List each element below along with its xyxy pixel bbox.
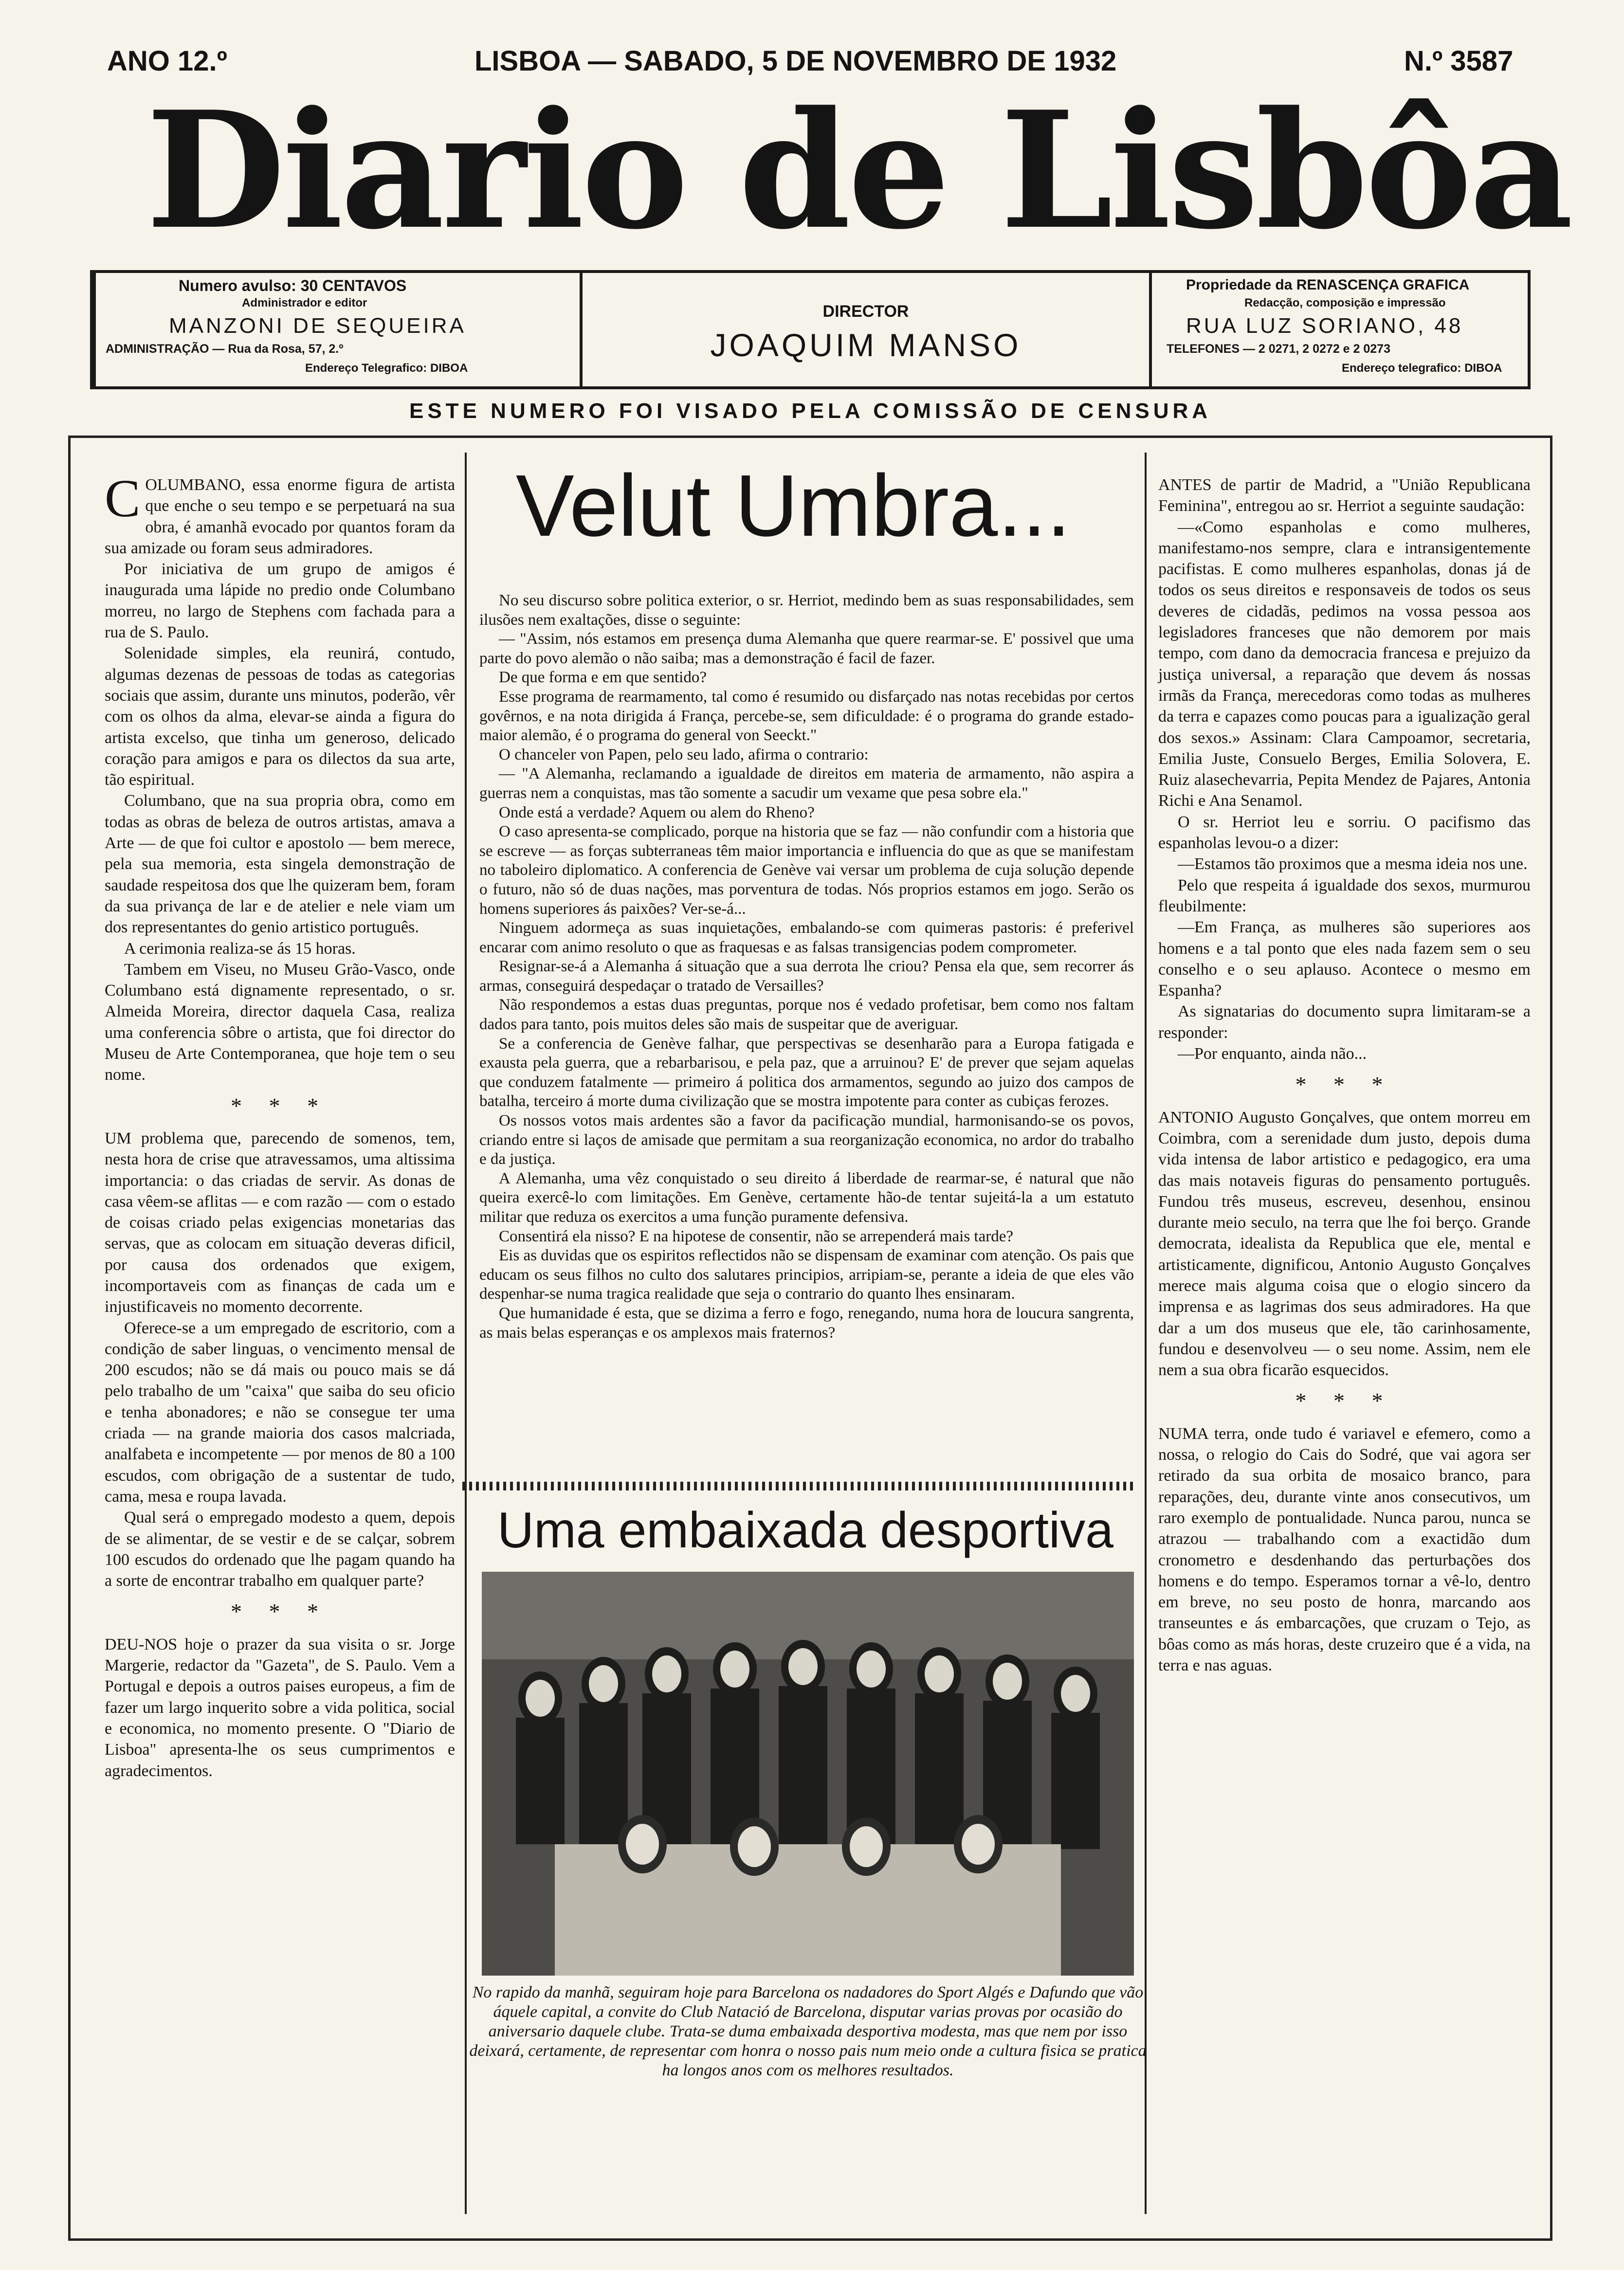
team-photo xyxy=(482,1572,1134,1976)
article-columbano-p5: A cerimonia realiza-se ás 15 horas. xyxy=(124,939,356,958)
article-herriot-p3: O sr. Herriot leu e sorriu. O pacifismo das espanholas levou-o a dizer: xyxy=(1158,813,1531,853)
dateline-bar xyxy=(85,45,1526,79)
editorial-p14: A Alemanha, uma vêz conquistado o seu direito á liberdade de rearmar-se, é natural que não queira exercê-lo com limitações. Em Genève, certamente hão-de tentar sujeitá-la a um estatuto militar que reduza os exercitos a uma função puramente defensiva. xyxy=(479,1169,1134,1226)
editorial-p11: Não respondemos a estas duas preguntas, porque nos é vedado profetisar, bem como nos faltam dados para tanto, pois muitos deles são mais de suspeitar que de averiguar. xyxy=(479,996,1134,1034)
editorial-p2: — "Assim, nós estamos em presença duma Alemanha que quere rearmar-se. E' possivel que uma parte do povo alemão o não saiba; mas a demonstração é facil de fazer. xyxy=(479,630,1134,667)
editorial-p15: Consentirá ela nisso? E na hipotese de consentir, não se arrependerá mais tarde? xyxy=(499,1227,1014,1245)
telephones: TELEFONES — 2 0271, 2 0272 e 2 0273 xyxy=(1167,342,1390,356)
masthead-title: Diario de Lisbôa xyxy=(146,76,1571,265)
editorial-headline: Velut Umbra... xyxy=(515,457,1071,555)
article-criadas-p2: Oferece-se a um empregado de escritorio, com a condição de saber linguas, o vencimento mensal de 200 escudos; não se dá mais ou pouco mais se dá pelo trabalho de um "caixa" que saiba do seu oficio e tenha abonadores; e não se consegue ter uma criada — na grande maioria dos casos malcriada, analfabeta e incompetente — por menos de 80 a 100 escudos, com obrigação de a sustentar de tudo, cama, mesa e roupa lavada. xyxy=(105,1319,455,1506)
year-label: ANO 12.º xyxy=(107,45,227,77)
director-box xyxy=(583,273,1152,386)
administration-box xyxy=(96,273,583,386)
editorial-p9: Ninguem adormeça as suas inquietações, embalando-se com quimeras pastoris: é preferivel encarar com animo resoluto o que as fraquesas e as falsas transigencias podem comprometer. xyxy=(479,919,1134,956)
right-column xyxy=(1158,474,1531,1676)
article-herriot-p1: ANTES de partir de Madrid, a "União Republicana Feminina", entregou ao sr. Herriot a seguinte saudação: xyxy=(1158,476,1531,515)
price-label: Numero avulso: 30 CENTAVOS xyxy=(179,277,407,294)
editorial-p4: Esse programa de rearmamento, tal como é resumido ou disfarçado nas notas recebidas por certos govêrnos, e na nota dirigida á França, percebe-se, sem dificuldade: é o programa do grande estado-maior alemão, é o programa do general von Seeckt." xyxy=(479,688,1134,745)
editorial-p17: Que humanidade é esta, que se dizima a ferro e fogo, renegando, numa hora de loucura sangrenta, as mais belas esperanças e os amplexos mais fraternos? xyxy=(479,1304,1134,1342)
article-relogio-p1: NUMA terra, onde tudo é variavel e efemero, como a nossa, o relogio do Cais do Sodré, que vai agora ser retirado da sua orbita de mosaico branco, para reparações, deu, durante vinte anos consecutivos, um raro exemplo de pontualidade. Nunca parou, nunca se atrazou — trabalhando com a exactidão dum cronometro e desdenhando das perturbações dos homens e do tempo. Esperamos tornar a vê-lo, dentro em breve, no seu posto de honra, marcando aos transeuntes e ás embarcações, que cruzam o Tejo, as bôas como as más horas, deste cruzeiro que é a vida, na terra e nas aguas. xyxy=(1158,1424,1531,1675)
editorial-p10: Resignar-se-á a Alemanha á situação que a sua derrota lhe criou? Pensa ela que, sem recorrer ás armas, conseguirá despedaçar o tratado de Versailles? xyxy=(479,958,1134,995)
article-goncalves-p1: ANTONIO Augusto Gonçalves, que ontem morreu em Coimbra, com a serenidade dum justo, depois duma vida intensa de labor artistico e pedagogico, era uma das mais notaveis figuras do pensamento português. Fundou três museus, escreveu, desenhou, ensinou durante meio seculo, na terra que lhe foi berço. Grande democrata, idealista da Republica que ele, mental e artisticamente, dignificou, Antonio Augusto Gonçalves merece mais alguma coisa que o elogio sincero da imprensa e as lagrimas dos seus admiradores. Ha que dar a um dos museus que ele, tão carinhosamente, fundou e desenvolveu — o seu nome. Assim, nem ele nem a sua obra ficarão esquecidos. xyxy=(1158,1108,1531,1380)
editorial-p7: Onde está a verdade? Aquem ou alem do Rheno? xyxy=(499,803,815,821)
editorial-p12: Se a conferencia de Genève falhar, que perspectivas se desenharão para a Europa fatigada e exausta pela guerra, que a rebarbarisou, e pela paz, que a arruinou? E' de prever que sejam aquelas que conduzem fatalmente — primeiro á politica dos armamentos, segundo ao juizo dos campos de batalha, terceiro á morte duma civilização que se mostra impotente para conter as cubiças ferozes. xyxy=(479,1035,1134,1110)
editorial-p6: — "A Alemanha, reclamando a igualdade de direitos em materia de armamento, não aspira a guerras nem a conquistas, mas tão somente a sacudir um vexame que pesa sobre ela." xyxy=(479,765,1134,802)
article-herriot-p6: —Em França, as mulheres são superiores aos homens e a tal ponto que eles nada fazem sem o seu conselho e o seu aplauso. Acontece o mesmo em Espanha? xyxy=(1158,918,1531,1000)
left-column xyxy=(105,469,455,1781)
team-photo-illustration xyxy=(482,1572,1134,1976)
article-criadas-p3: Qual será o empregado modesto a quem, depois de se alimentar, de se vestir e de se calçar, sobrem 100 escudos do ordenado que lhe pagam quando ha a sorte de encontrar trabalho em qualquer parte? xyxy=(105,1508,455,1590)
article-columbano-p4: Columbano, que na sua propria obra, como em todas as obras de beleza de outros artistas, amava a Arte — de que foi cultor e apostolo — bem merece, pela sua memoria, esta singela demonstração de saudade respeitosa dos que lhe quizeram bem, foram da sua privança de lar e de atelier e nele viam um dos representantes do genio artistico português. xyxy=(105,792,455,937)
telegraph-address: Endereço Telegrafico: DIBOA xyxy=(305,362,468,375)
article-columbano-p1: COLUMBANO, essa enorme figura de artista que enche o seu tempo e se perpetuará na sua obra, é amanhã evocado por quantos foram da sua amizade ou foram seus admiradores. xyxy=(105,469,455,557)
censorship-notice: ESTE NUMERO FOI VISADO PELA COMISSÃO DE CENSURA xyxy=(409,399,1212,423)
editorial-p16: Eis as duvidas que os espiritos reflectidos não se dispensam de examinar com atenção. Os pais que educam os seus filhos no culto dos salutares principios, arripiam-se, perante a ideia de que eles vão despenhar-se numa tragica realidade que seja o contrario do quanto lhes ensinaram. xyxy=(479,1247,1134,1303)
drop-cap: C xyxy=(105,469,141,528)
article-columbano-p6: Tambem em Viseu, no Museu Grão-Vasco, onde Columbano está dignamente representado, o sr. Almeida Moreira, director daquela Casa, realiza uma conferencia sôbre o artista, que foi director do Museu de Arte Contemporanea, que hoje tem o seu nome. xyxy=(105,960,455,1084)
editorial-p3: De que forma e em que sentido? xyxy=(499,669,707,687)
administrator-role: Administrador e editor xyxy=(242,296,367,309)
article-herriot-p2: —«Como espanholas e como mulheres, manifestamo-nos sempre, clara e intransigentemente pacifistas. E como mulheres espanholas, donas já de todos os seus direitos e responsaveis de todos os seus deveres de cidadãs, pedimos na vossa pessoa aos legisladores franceses que não demorem por mais tempo, com dano da democracia francesa e prejuizo da justiça universal, a reparação que devem ás nossas irmãs da França, merecedoras como todas as mulheres da terra e capazes como poucas para a igualização geral dos sexos.» Assinam: Clara Campoamor, secretaria, Emilia Juste, Consuelo Berges, Emilia Solovera, E. Ruiz alasechevarria, Pepita Mendez de Pajares, Antonia Richi e Ana Senamol. xyxy=(1158,518,1531,810)
article-columbano-p2: Por iniciativa de um grupo de amigos é inaugurada uma lápide no predio onde Columbano morreu, no largo de Stephens com fachada para a rua de S. Paulo. xyxy=(105,560,455,642)
article-columbano-p3: Solenidade simples, ela reunirá, contudo, algumas dezenas de pessoas de todas as categorias sociais que assim, durante uns minutos, poderão, vêr com os olhos da alma, elevar-se ainda a figura do artista excelso, que tinha um generoso, delicado coração para amigos e para os dilectos da sua arte, tão espiritual. xyxy=(105,644,455,789)
article-herriot-p4: —Estamos tão proximos que a mesma ideia nos une. xyxy=(1178,855,1528,873)
article-herriot-p7: As signatarias do documento supra limitaram-se a responder: xyxy=(1158,1002,1531,1042)
article-herriot-p5: Pelo que respeita á igualdade dos sexos, murmurou fleubilmente: xyxy=(1158,876,1531,915)
publisher-info-bar xyxy=(90,270,1531,389)
editorial-p1: No seu discurso sobre politica exterior, o sr. Herriot, medindo bem as suas responsabilidades, sem ilusões nem exaltações, disse o seguinte: xyxy=(479,592,1134,629)
column-rule-right xyxy=(1145,453,1147,2214)
section-separator: * * * xyxy=(1295,1072,1394,1097)
editorial-p8: O caso apresenta-se complicado, porque na historia que se faz — não confundir com a historia que se escreve — as forças subterraneas têm maior importancia e influencia do que as que se manifestam no taboleiro diplomatico. A conferencia de Genève vai versar um problema de cuja solução depende o futuro, não só de duas nações, mas porventura de todas. Nós proprios estamos em jogo. Serão os homens superiores ás paixões? Ver-se-á... xyxy=(479,823,1134,918)
editorial-p5: O chanceler von Papen, pelo seu lado, afirma o contrario: xyxy=(499,745,869,763)
administrator-name: MANZONI DE SEQUEIRA xyxy=(169,314,466,338)
dateline: LISBOA — SABADO, 5 DE NOVEMBRO DE 1932 xyxy=(474,45,1117,77)
production-role: Redacção, composição e impressão xyxy=(1244,296,1446,309)
photo-caption: No rapido da manhã, seguiram hoje para Barcelona os nadadores do Sport Algés e Dafundo que vão áquele capital, a convite do Club Natació de Barcelona, disputar varias provas por ocasião do aniversario daquele clube. Trata-se duma embaixada desportiva modesta, mas que nem por isso deixará, certamente, de representar com honra o nosso pais num meio onde a cultura fisica se pratica ha longos anos com os melhores resultados. xyxy=(469,1983,1147,2079)
editorial-p13: Os nossos votos mais ardentes são a favor da pacificação mundial, harmonisando-se os povos, criando entre si laços de amisade que permitam a sua reorganização economica, no ardor do trabalho e da justiça. xyxy=(479,1112,1134,1168)
office-address: RUA LUZ SORIANO, 48 xyxy=(1186,314,1463,338)
sports-headline: Uma embaixada desportiva xyxy=(497,1502,1113,1559)
article-herriot-p8: —Por enquanto, ainda não... xyxy=(1178,1045,1367,1063)
director-role: DIRECTOR xyxy=(822,302,909,321)
section-separator: * * * xyxy=(1295,1388,1394,1414)
administration-address: ADMINISTRAÇÃO — Rua da Rosa, 57, 2.º xyxy=(106,342,344,356)
section-separator: * * * xyxy=(231,1599,329,1624)
owner-box xyxy=(1152,273,1531,386)
editorial-body xyxy=(479,591,1134,1343)
issue-number: N.º 3587 xyxy=(1404,45,1514,77)
decorative-dotted-rule xyxy=(462,1482,1134,1490)
telegraph-address-right: Endereço telegrafico: DIBOA xyxy=(1342,362,1502,375)
article-criadas-p1: UM problema que, parecendo de somenos, tem, nesta hora de crise que atravessamos, uma altissima importancia: o das criadas de servir. As donas de casa vêem-se aflitas — e com razão — com o estado de coisas criado pelas exigencias monetarias das servas, que as colocam em situação deveras dificil, por causa dos ordenados que exigem, incomportaveis com as finanças de cada um e injustificaveis no momento decorrente. xyxy=(105,1129,455,1316)
director-name: JOAQUIM MANSO xyxy=(710,327,1022,363)
owner-label: Propriedade da RENASCENÇA GRAFICA xyxy=(1186,277,1470,293)
column-rule-left xyxy=(465,453,467,2214)
article-visita-p1: DEU-NOS hoje o prazer da sua visita o sr. Jorge Margerie, redactor da "Gazeta", de S. Paulo. Vem a Portugal e depois a outros paises europeus, a fim de fazer um largo inquerito sobre a vida politica, social e economica, no momento presente. O "Diario de Lisboa" apresenta-lhe os seus cumprimentos e agradecimentos. xyxy=(105,1635,455,1780)
section-separator: * * * xyxy=(231,1093,329,1118)
